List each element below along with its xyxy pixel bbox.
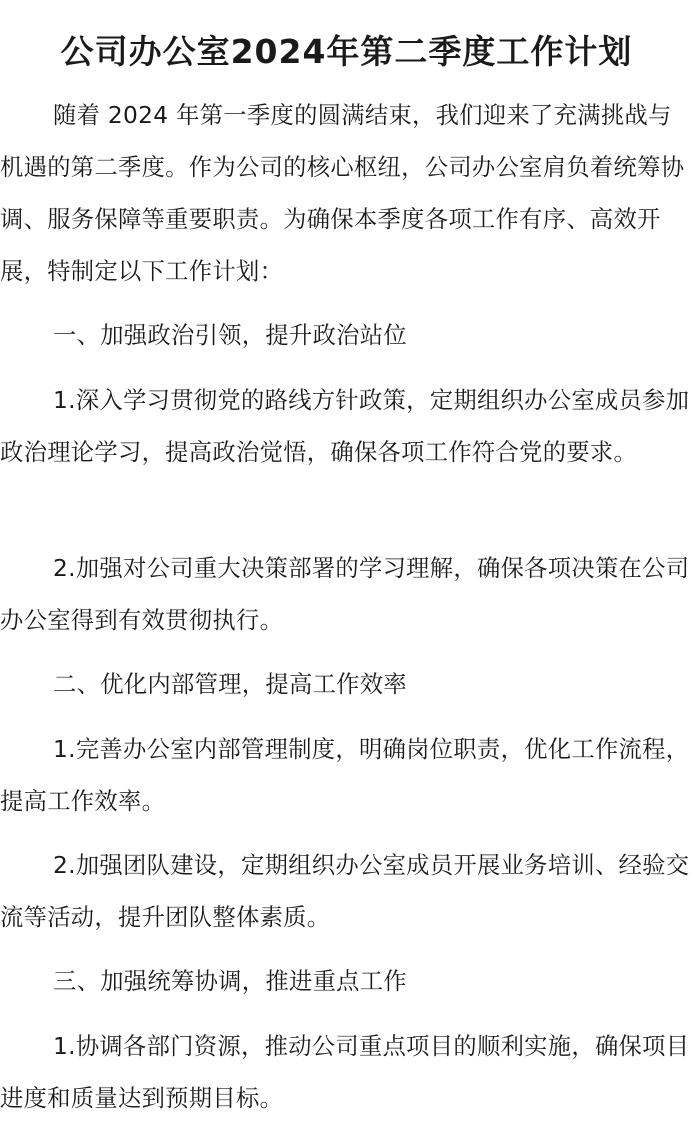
section-2-item-2: 2.加强团队建设，定期组织办公室成员开展业务培训、经验交流等活动，提升团队整体素质。 <box>0 852 690 931</box>
section-3-item-1: 1.协调各部门资源，推动公司重点项目的顺利实施，确保项目进度和质量达到预期目标。 <box>0 1033 690 1112</box>
section-2-item-1: 1.完善办公室内部管理制度，明确岗位职责，优化工作流程，提高工作效率。 <box>0 736 690 815</box>
title-prefix: 公司办公室 <box>60 32 231 71</box>
section-heading-3: 三、加强统筹协调，推进重点工作 <box>53 968 407 995</box>
section-1-item-1: 1.深入学习贯彻党的路线方针政策，定期组织办公室成员参加政治理论学习，提高政治觉悟，确保各项工作符合党的要求。 <box>0 387 690 466</box>
section-heading-1: 一、加强政治引领，提升政治站位 <box>53 322 407 349</box>
title-suffix: 年第二季度工作计划 <box>326 32 633 71</box>
intro-paragraph: 随着 2024 年第一季度的圆满结束，我们迎来了充满挑战与机遇的第二季度。作为公司的核心枢纽，公司办公室肩负着统筹协调、服务保障等重要职责。为确保本季度各项工作有序、高效开展，特制定以下工作计划： <box>0 102 685 285</box>
title-year: 2024 <box>230 32 327 71</box>
document-title <box>0 30 693 74</box>
section-1-item-2: 2.加强对公司重大决策部署的学习理解，确保各项决策在公司办公室得到有效贯彻执行。 <box>0 555 690 634</box>
section-heading-2: 二、优化内部管理，提高工作效率 <box>53 671 407 698</box>
